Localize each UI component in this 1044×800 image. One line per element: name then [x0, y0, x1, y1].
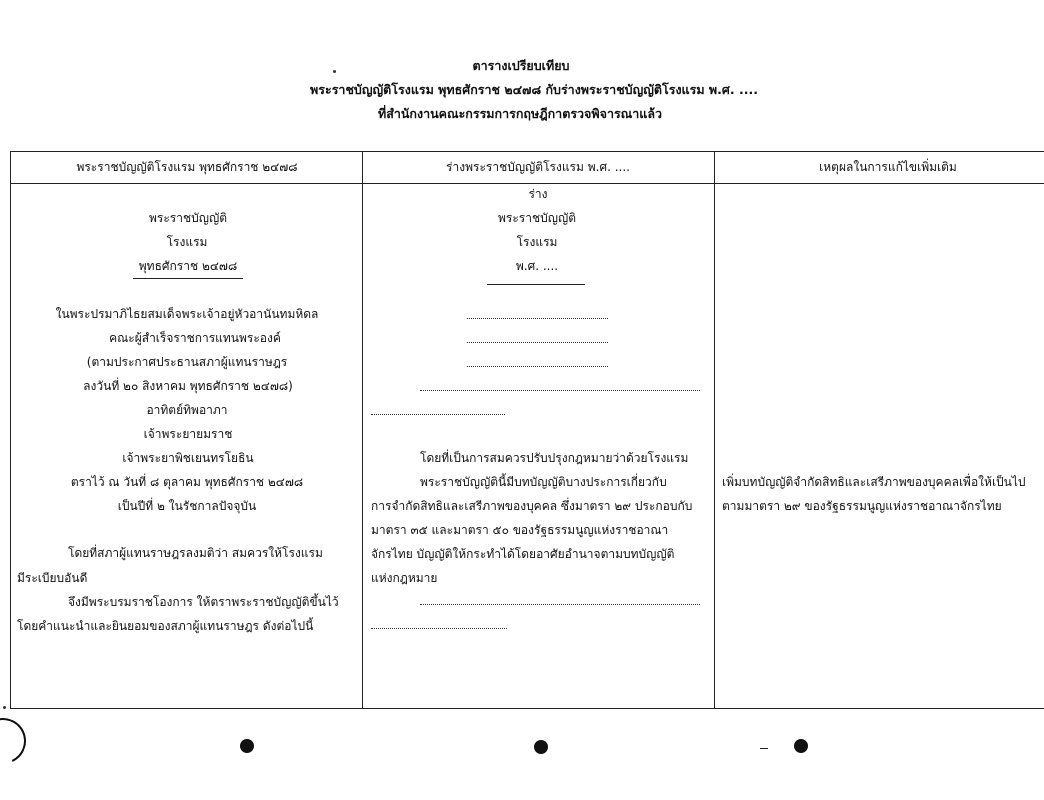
old-act-royal-line: คณะผู้สำเร็จราชการแทนพระองค์ — [109, 331, 281, 345]
old-act-royal-line: เป็นปีที่ ๒ ในรัชกาลปัจจุบัน — [117, 499, 257, 513]
draft-act-blank-line — [420, 604, 700, 605]
scan-speck — [333, 70, 336, 73]
old-act-heading-3: พุทธศักราช ๒๔๗๘ — [138, 259, 238, 273]
table-header-divider — [10, 183, 1044, 184]
draft-act-preamble-line: จักรไทย บัญญัติให้กระทำได้โดยอาศัยอำนาจตามบทบัญญัติ — [371, 547, 675, 561]
old-act-royal-line: ลงวันที่ ๒๐ สิงหาคม พุทธศักราช ๒๔๗๘) — [83, 379, 293, 393]
column-header-draft-act: ร่างพระราชบัญญัติโรงแรม พ.ศ. .... — [446, 160, 630, 174]
draft-act-heading-4: พ.ศ. .... — [515, 259, 559, 273]
draft-act-blank-line — [420, 390, 700, 391]
binder-hole-mark — [534, 740, 548, 754]
document-title: ตารางเปรียบเทียบ — [472, 58, 570, 73]
draft-act-preamble-line: พระราชบัญญัตินี้มีบทบัญญัติบางประการเกี่ยวกับ — [420, 475, 667, 489]
scan-mark — [760, 748, 768, 749]
reason-line: ตามมาตรา ๒๙ ของรัฐธรรมนูญแห่งราชอาณาจักรไทย — [722, 499, 1002, 513]
draft-act-heading-rule — [487, 284, 585, 285]
document-subtitle: พระราชบัญญัติโรงแรม พุทธศักราช ๒๔๗๘ กับร่างพระราชบัญญัติโรงแรม พ.ศ. .... — [310, 82, 758, 97]
old-act-royal-line: (ตามประกาศประธานสภาผู้แทนราษฎร — [86, 355, 288, 369]
draft-act-heading-2: พระราชบัญญัติ — [498, 211, 576, 225]
draft-act-preamble-line: แห่งกฎหมาย — [371, 571, 438, 585]
old-act-preamble-line: โดยที่สภาผู้แทนราษฎรลงมติว่า สมควรให้โรงแรม — [68, 546, 323, 560]
draft-act-preamble-line: มาตรา ๓๕ และมาตรา ๕๐ ของรัฐธรรมนูญแห่งราชอาณา — [371, 523, 669, 537]
old-act-preamble-line: โดยคำแนะนำและยินยอมของสภาผู้แทนราษฎร ดังต่อไปนี้ — [17, 619, 314, 633]
old-act-preamble-line: มีระเบียบอันดี — [17, 571, 88, 585]
old-act-heading-rule — [133, 278, 243, 279]
scan-speck — [3, 706, 6, 709]
column-divider-1 — [362, 151, 363, 709]
column-header-reasons: เหตุผลในการแก้ไขเพิ่มเติม — [819, 160, 957, 174]
draft-act-heading-1: ร่าง — [528, 187, 548, 201]
scan-edge-mark — [0, 712, 32, 771]
draft-act-blank-line — [467, 318, 608, 319]
old-act-royal-line: อาทิตย์ทิพอาภา — [146, 403, 228, 417]
old-act-royal-line: เจ้าพระยายมราช — [143, 427, 233, 441]
column-divider-2 — [714, 151, 715, 709]
reason-line: เพิ่มบทบัญญัติจำกัดสิทธิและเสรีภาพของบุคคลเพื่อให้เป็นไป — [722, 475, 1026, 489]
old-act-royal-line: เจ้าพระยาพิชเยนทรโยธิน — [122, 451, 254, 465]
draft-act-preamble-line: โดยที่เป็นการสมควรปรับปรุงกฎหมายว่าด้วยโรงแรม — [420, 451, 689, 465]
draft-act-heading-3: โรงแรม — [516, 235, 558, 249]
old-act-heading-1: พระราชบัญญัติ — [149, 211, 227, 225]
draft-act-blank-line — [371, 414, 505, 415]
old-act-heading-2: โรงแรม — [166, 235, 208, 249]
draft-act-blank-line — [467, 366, 608, 367]
column-header-old-act: พระราชบัญญัติโรงแรม พุทธศักราช ๒๔๗๘ — [76, 160, 298, 174]
document-subtitle-office: ที่สำนักงานคณะกรรมการกฤษฎีกาตรวจพิจารณาแล้ว — [377, 106, 663, 121]
binder-hole-mark — [794, 739, 808, 753]
draft-act-blank-line — [467, 342, 608, 343]
old-act-preamble-line: จึงมีพระบรมราชโองการ ให้ตราพระราชบัญญัติขึ้นไว้ — [68, 595, 339, 609]
old-act-royal-line: ในพระปรมาภิไธยสมเด็จพระเจ้าอยู่หัวอานันทมหิดล — [55, 307, 319, 321]
draft-act-preamble-line: การจำกัดสิทธิและเสรีภาพของบุคคล ซึ่งมาตรา ๒๙ ประกอบกับ — [371, 499, 693, 513]
old-act-royal-line: ตราไว้ ณ วันที่ ๘ ตุลาคม พุทธศักราช ๒๔๗๘ — [70, 475, 304, 489]
draft-act-blank-line — [371, 628, 507, 629]
binder-hole-mark — [240, 739, 254, 753]
